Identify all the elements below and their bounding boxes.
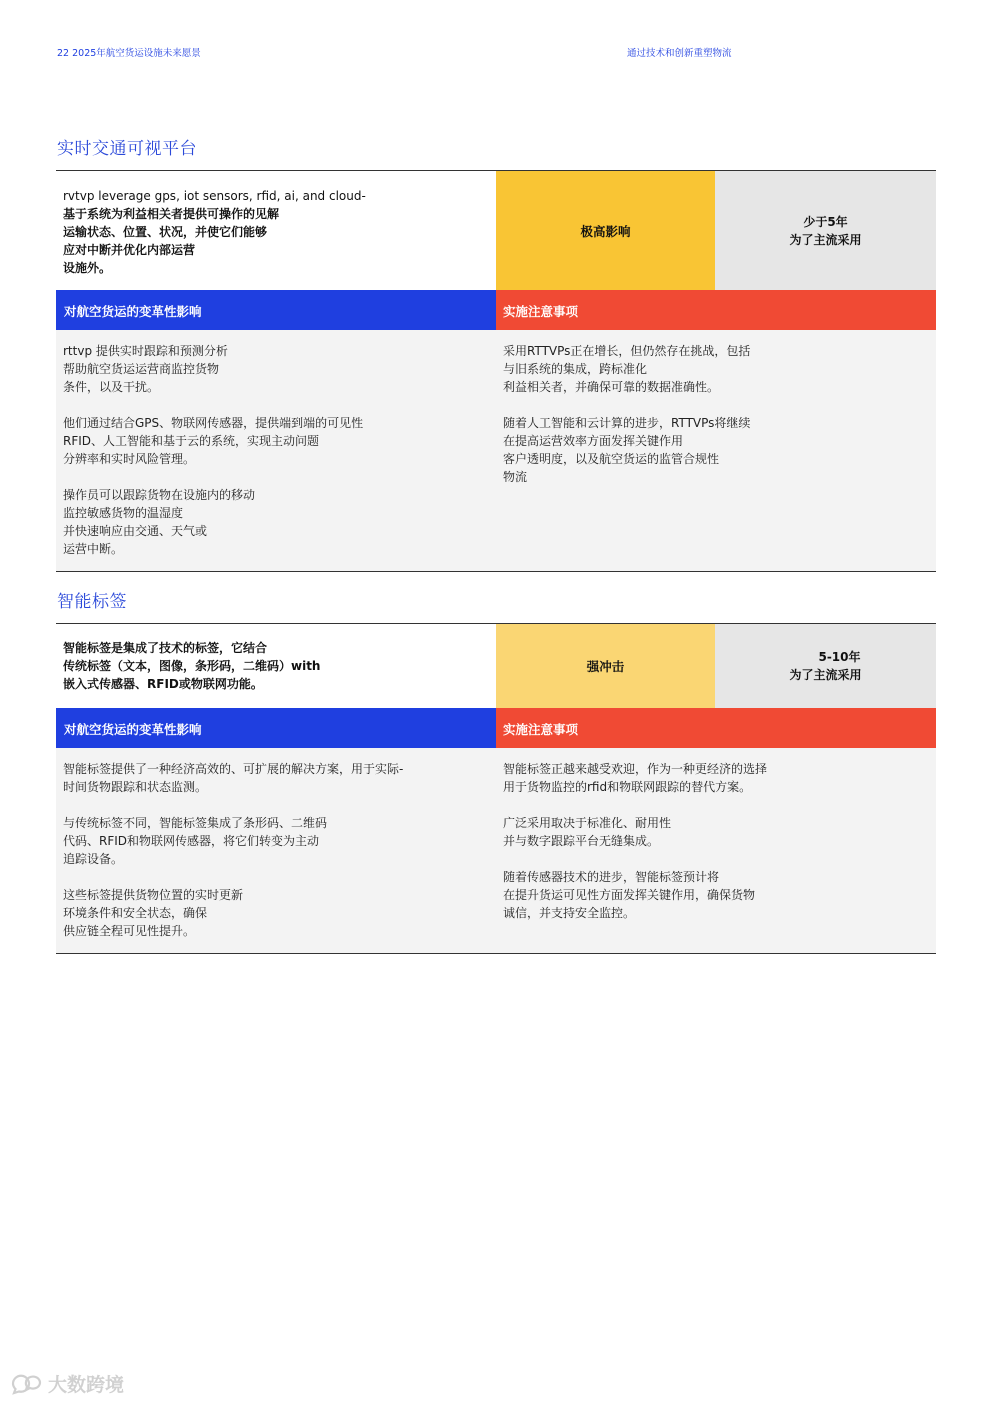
impact-column (63, 760, 483, 940)
watermark (10, 1370, 124, 1397)
consideration-paragraph: 随着传感器技术的进步，智能标签预计将 在提升货运可见性方面发挥关键作用，确保货物 诚信，并支持安全监控。 (503, 870, 756, 920)
impact-paragraph: 这些标签提供货物位置的实时更新 环境条件和安全状态，确保 供应链全程可见性提升。 (63, 888, 244, 938)
impact-paragraph: 与传统标签不同，智能标签集成了条形码、二维码 代码、RFID和物联网传感器，将它们转变为主动 追踪设备。 (63, 816, 328, 866)
header-left-text: 22 2025年航空货运设施未来愿景 (57, 48, 201, 59)
chat-bubbles-icon (10, 1373, 44, 1395)
detail-panel (56, 330, 936, 571)
adoption-timeline (789, 648, 861, 684)
adoption-timeline (789, 213, 861, 249)
adoption-timeline-cell (715, 171, 936, 290)
consideration-paragraph: 随着人工智能和云计算的进步，RTTVPs将继续 在提高运营效率方面发挥关键作用 客户透明度，以及航空货运的监管合规性 物流 (503, 416, 751, 484)
impact-paragraph: 他们通过结合GPS、物联网传感器，提供端到端的可见性 RFID、人工智能和基于云的系统，实现主动问题 分辨率和实时风险管理。 (63, 416, 364, 466)
impact-rating-cell (496, 171, 715, 290)
summary-row (56, 624, 936, 708)
impact-paragraph: 操作员可以跟踪货物在设施内的移动 监控敏感货物的温湿度 并快速响应由交通、天气或 运营中断。 (63, 488, 256, 556)
consideration-paragraph: 智能标签正越来越受欢迎，作为一种更经济的选择 用于货物监控的rfid和物联网跟踪的替代方案。 (503, 762, 768, 794)
consideration-paragraph: 广泛采用取决于标准化、耐用性 并与数字跟踪平台无缝集成。 (503, 816, 672, 848)
impact-rating: 强冲击 (586, 659, 625, 674)
adoption-years: 少于5年 (803, 214, 848, 229)
impact-rating-cell (496, 624, 715, 708)
summary-lead: rvtvp leverage gps, iot sensors, rfid, ai, and cloud- (63, 189, 366, 203)
section-title-smart-labels: 智能标签 (57, 592, 127, 612)
impact-rating: 极高影响 (580, 223, 631, 239)
summary-body: 基于系统为利益相关者提供可操作的见解 运输状态、位置、状况，并使它们能够 应对中断并优化内部运营 设施外。 (63, 207, 280, 275)
header-band (56, 708, 936, 748)
summary-text (63, 639, 493, 693)
considerations-column (503, 342, 923, 486)
impact-paragraph: 智能标签提供了一种经济高效的、可扩展的解决方案，用于实际- 时间货物跟踪和状态监测。 (63, 762, 404, 794)
section-block-smart-labels (56, 623, 936, 954)
detail-panel (56, 748, 936, 953)
adoption-note: 为了主流采用 (789, 668, 862, 682)
page-header (57, 45, 935, 59)
summary-body: 智能标签是集成了技术的标签，它结合 传统标签（文本，图像，条形码，二维码）with 嵌入式传感器、RFID或物联网功能。 (63, 641, 321, 691)
considerations-column (503, 760, 923, 922)
summary-text (63, 187, 493, 277)
section-block-rttvp (56, 170, 936, 572)
summary-row (56, 171, 936, 290)
bottom-divider (56, 953, 936, 954)
adoption-timeline-cell (715, 624, 936, 708)
adoption-note: 为了主流采用 (789, 232, 862, 247)
section-title-rttvp: 实时交通可视平台 (57, 139, 197, 159)
considerations-column-header: 实施注意事项 (496, 708, 936, 748)
consideration-paragraph: 采用RTTVPs正在增长，但仍然存在挑战，包括 与旧系统的集成，跨标准化 利益相关者，并确保可靠的数据准确性。 (503, 344, 751, 394)
header-right-text: 通过技术和创新重塑物流 (627, 48, 732, 59)
header-band (56, 290, 936, 330)
adoption-years: 5-10年 (818, 650, 861, 664)
watermark-text: 大数跨境 (48, 1374, 125, 1396)
bottom-divider (56, 571, 936, 572)
impact-column-header: 对航空货运的变革性影响 (56, 708, 496, 748)
impact-column-header: 对航空货运的变革性影响 (56, 290, 496, 330)
considerations-column-header: 实施注意事项 (496, 290, 936, 330)
impact-paragraph: rttvp 提供实时跟踪和预测分析 帮助航空货运运营商监控货物 条件，以及干扰。 (63, 344, 228, 394)
impact-column (63, 342, 483, 558)
